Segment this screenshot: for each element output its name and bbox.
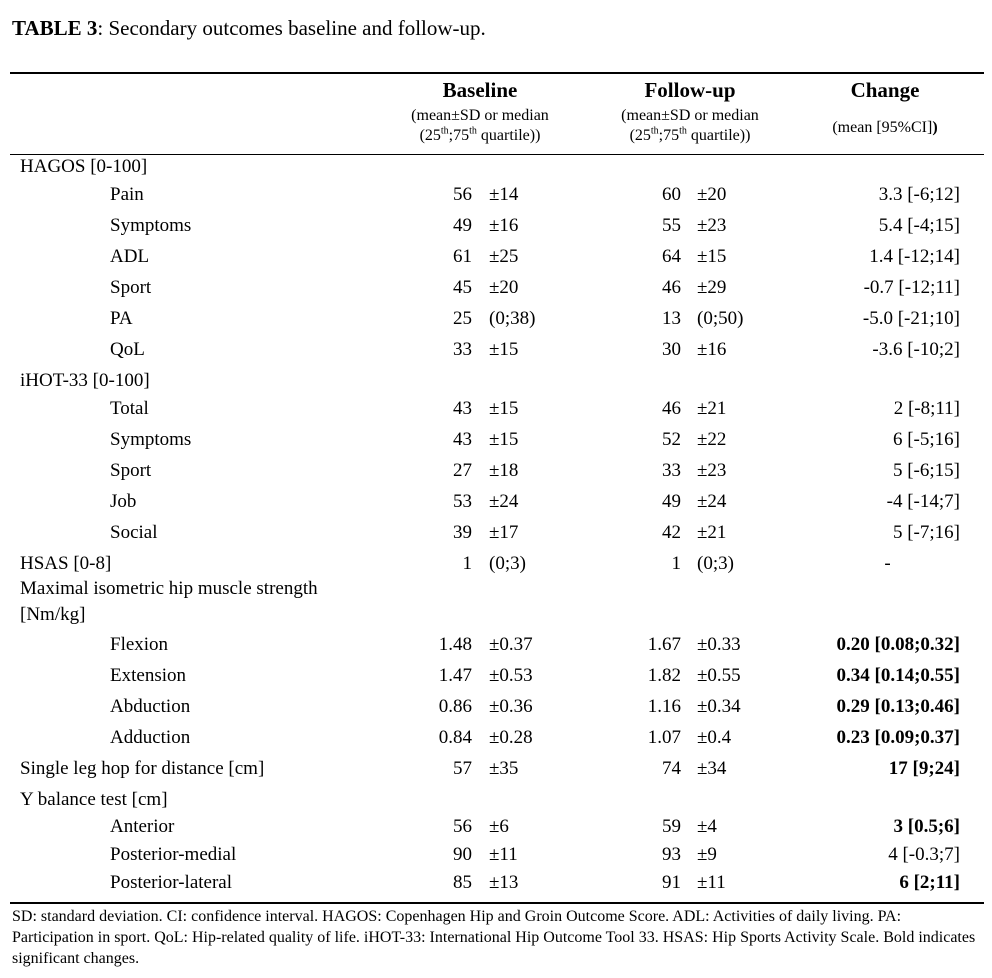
baseline-spread: ±15 xyxy=(489,429,519,450)
followup-subheader-1: (mean±SD or median xyxy=(621,107,759,124)
change-value: 0.29 [0.13;0.46] xyxy=(836,696,960,717)
section-row xyxy=(0,553,992,581)
change-value: 4 [-0.3;7] xyxy=(888,844,960,865)
baseline-value: 25 xyxy=(453,308,472,329)
section-label: Single leg hop for distance [cm] xyxy=(20,758,265,779)
row-label: Posterior-lateral xyxy=(110,872,233,893)
followup-value: 33 xyxy=(662,460,681,481)
section-label-cont: [Nm/kg] xyxy=(20,604,86,625)
table-row xyxy=(0,184,992,212)
top-rule xyxy=(10,72,984,74)
baseline-spread: ±18 xyxy=(489,460,519,481)
baseline-spread: ±15 xyxy=(489,339,519,360)
row-label: Sport xyxy=(110,460,152,481)
followup-spread: ±29 xyxy=(697,277,727,298)
change-value: -0.7 [-12;11] xyxy=(863,277,960,298)
baseline-spread: ±6 xyxy=(489,816,509,837)
change-value: -5.0 [-21;10] xyxy=(862,308,960,329)
table-row xyxy=(0,460,992,488)
baseline-value: 85 xyxy=(453,872,472,893)
followup-value: 13 xyxy=(662,308,681,329)
followup-value: 93 xyxy=(662,844,681,865)
table-row xyxy=(0,246,992,274)
baseline-value: 1.48 xyxy=(438,634,472,655)
section-row xyxy=(0,370,992,398)
change-value: 5 [-6;15] xyxy=(892,460,960,481)
baseline-spread: ±17 xyxy=(489,522,519,543)
table-row xyxy=(0,634,992,662)
followup-value: 30 xyxy=(662,339,681,360)
row-label: Adduction xyxy=(110,727,191,748)
followup-value: 1 xyxy=(671,553,681,574)
change-value: 17 [9;24] xyxy=(888,758,960,779)
baseline-value: 43 xyxy=(453,429,472,450)
followup-spread: ±22 xyxy=(697,429,727,450)
section-label: HAGOS [0-100] xyxy=(20,156,148,177)
baseline-spread: ±13 xyxy=(489,872,519,893)
followup-value: 46 xyxy=(662,277,681,298)
row-label: Pain xyxy=(110,184,144,205)
baseline-value: 43 xyxy=(453,398,472,419)
baseline-spread: ±15 xyxy=(489,398,519,419)
row-label: Flexion xyxy=(110,634,169,655)
followup-spread: ±34 xyxy=(697,758,727,779)
followup-spread: ±0.34 xyxy=(697,696,741,717)
change-value: 6 [-5;16] xyxy=(892,429,960,450)
baseline-value: 0.84 xyxy=(438,727,472,748)
baseline-subheader-2: (25th;75th quartile)) xyxy=(419,125,541,144)
baseline-value: 33 xyxy=(453,339,472,360)
row-label: QoL xyxy=(110,339,145,360)
table-row xyxy=(0,522,992,550)
table-row xyxy=(0,665,992,693)
baseline-value: 56 xyxy=(453,816,472,837)
section-label: Maximal isometric hip muscle strength xyxy=(20,578,318,599)
row-label: Total xyxy=(110,398,149,419)
baseline-value: 90 xyxy=(453,844,472,865)
followup-spread: ±0.33 xyxy=(697,634,741,655)
followup-spread: (0;50) xyxy=(697,308,744,329)
followup-header: Follow-up xyxy=(644,78,736,102)
change-value: 6 [2;11] xyxy=(899,872,960,893)
followup-value: 1.67 xyxy=(647,634,681,655)
baseline-spread: ±11 xyxy=(489,844,518,865)
baseline-value: 45 xyxy=(453,277,472,298)
baseline-spread: ±20 xyxy=(489,277,519,298)
table-row xyxy=(0,277,992,305)
row-label: PA xyxy=(110,308,133,329)
baseline-spread: ±0.37 xyxy=(489,634,533,655)
table-footnote: SD: standard deviation. CI: confidence interval. HAGOS: Copenhagen Hip and Groin Outcome Score. ADL: Activities of daily living. PA: Participation in sport. QoL: Hip-related quality of life. iHOT-33: International Hip Outcome Tool 33. HSAS: Hip Sports Activity Scale. Bold indicates significant changes. xyxy=(12,908,976,967)
table-caption xyxy=(12,16,486,41)
row-label: Posterior-medial xyxy=(110,844,237,865)
baseline-value: 49 xyxy=(453,215,472,236)
baseline-value: 53 xyxy=(453,491,472,512)
header-rule xyxy=(10,154,984,155)
row-label: Symptoms xyxy=(110,429,192,450)
baseline-spread: (0;38) xyxy=(489,308,536,329)
followup-spread: ±0.4 xyxy=(697,727,732,748)
followup-spread: ±21 xyxy=(697,522,727,543)
table-row xyxy=(0,872,992,900)
followup-value: 74 xyxy=(662,758,681,779)
baseline-value: 27 xyxy=(453,460,472,481)
section-row xyxy=(0,789,992,817)
bottom-rule xyxy=(10,902,984,904)
followup-value: 42 xyxy=(662,522,681,543)
baseline-spread: (0;3) xyxy=(489,553,526,574)
baseline-spread: ±14 xyxy=(489,184,519,205)
followup-spread: ±23 xyxy=(697,215,727,236)
change-value: 3 [0.5;6] xyxy=(893,816,960,837)
section-row xyxy=(0,758,992,786)
baseline-value: 57 xyxy=(453,758,472,779)
followup-subheader-2: (25th;75th quartile)) xyxy=(629,125,751,144)
change-value: 0.34 [0.14;0.55] xyxy=(836,665,960,686)
baseline-spread: ±35 xyxy=(489,758,519,779)
table-row xyxy=(0,308,992,336)
baseline-spread: ±25 xyxy=(489,246,519,267)
row-label: Job xyxy=(110,491,137,512)
followup-spread: ±16 xyxy=(697,339,727,360)
section-row xyxy=(0,578,992,625)
baseline-header: Baseline xyxy=(442,78,518,102)
change-value: -4 [-14;7] xyxy=(886,491,960,512)
change-value: - xyxy=(884,553,891,574)
change-value: 0.20 [0.08;0.32] xyxy=(836,634,960,655)
baseline-spread: ±0.28 xyxy=(489,727,533,748)
baseline-spread: ±0.53 xyxy=(489,665,533,686)
baseline-spread: ±24 xyxy=(489,491,519,512)
row-label: Sport xyxy=(110,277,152,298)
table-row xyxy=(0,215,992,243)
baseline-subheader-1: (mean±SD or median xyxy=(411,107,549,124)
table-row xyxy=(0,429,992,457)
table-row xyxy=(0,816,992,844)
table-label: TABLE 3 xyxy=(12,16,98,40)
change-value: 2 [-8;11] xyxy=(893,398,960,419)
baseline-spread: ±16 xyxy=(489,215,519,236)
table-row xyxy=(0,339,992,367)
baseline-value: 39 xyxy=(453,522,472,543)
table-row xyxy=(0,696,992,724)
baseline-value: 56 xyxy=(453,184,472,205)
followup-value: 60 xyxy=(662,184,681,205)
followup-value: 64 xyxy=(662,246,681,267)
table-row xyxy=(0,727,992,755)
row-label: Extension xyxy=(110,665,186,686)
baseline-value: 1 xyxy=(462,553,472,574)
baseline-value: 0.86 xyxy=(438,696,472,717)
followup-spread: ±15 xyxy=(697,246,727,267)
followup-value: 52 xyxy=(662,429,681,450)
baseline-spread: ±0.36 xyxy=(489,696,533,717)
followup-spread: ±11 xyxy=(697,872,726,893)
change-value: 0.23 [0.09;0.37] xyxy=(836,727,960,748)
row-label: ADL xyxy=(110,246,150,267)
section-label: Y balance test [cm] xyxy=(20,789,168,810)
change-value: 1.4 [-12;14] xyxy=(869,246,960,267)
followup-spread: (0;3) xyxy=(697,553,734,574)
baseline-value: 61 xyxy=(453,246,472,267)
followup-spread: ±0.55 xyxy=(697,665,741,686)
change-value: 5 [-7;16] xyxy=(892,522,960,543)
followup-spread: ±23 xyxy=(697,460,727,481)
row-label: Symptoms xyxy=(110,215,192,236)
followup-spread: ±24 xyxy=(697,491,727,512)
followup-value: 59 xyxy=(662,816,681,837)
section-row xyxy=(0,156,992,184)
row-label: Social xyxy=(110,522,158,543)
followup-value: 1.07 xyxy=(647,727,681,748)
followup-spread: ±9 xyxy=(697,844,717,865)
followup-value: 46 xyxy=(662,398,681,419)
followup-value: 91 xyxy=(662,872,681,893)
caption-text: : Secondary outcomes baseline and follow-up. xyxy=(97,16,486,40)
followup-value: 55 xyxy=(662,215,681,236)
followup-spread: ±21 xyxy=(697,398,727,419)
section-label: iHOT-33 [0-100] xyxy=(20,370,150,391)
row-label: Anterior xyxy=(110,816,175,837)
section-label: HSAS [0-8] xyxy=(20,553,112,574)
change-value: 3.3 [-6;12] xyxy=(878,184,960,205)
followup-value: 1.16 xyxy=(647,696,681,717)
change-header: Change xyxy=(850,78,920,102)
table-row xyxy=(0,491,992,519)
baseline-value: 1.47 xyxy=(438,665,472,686)
followup-spread: ±4 xyxy=(697,816,717,837)
change-value: -3.6 [-10;2] xyxy=(872,339,960,360)
table-row xyxy=(0,844,992,872)
change-value: 5.4 [-4;15] xyxy=(878,215,960,236)
followup-value: 1.82 xyxy=(647,665,681,686)
followup-value: 49 xyxy=(662,491,681,512)
followup-spread: ±20 xyxy=(697,184,727,205)
row-label: Abduction xyxy=(110,696,191,717)
change-subheader: (mean [95%CI]) xyxy=(832,119,938,136)
table-row xyxy=(0,398,992,426)
